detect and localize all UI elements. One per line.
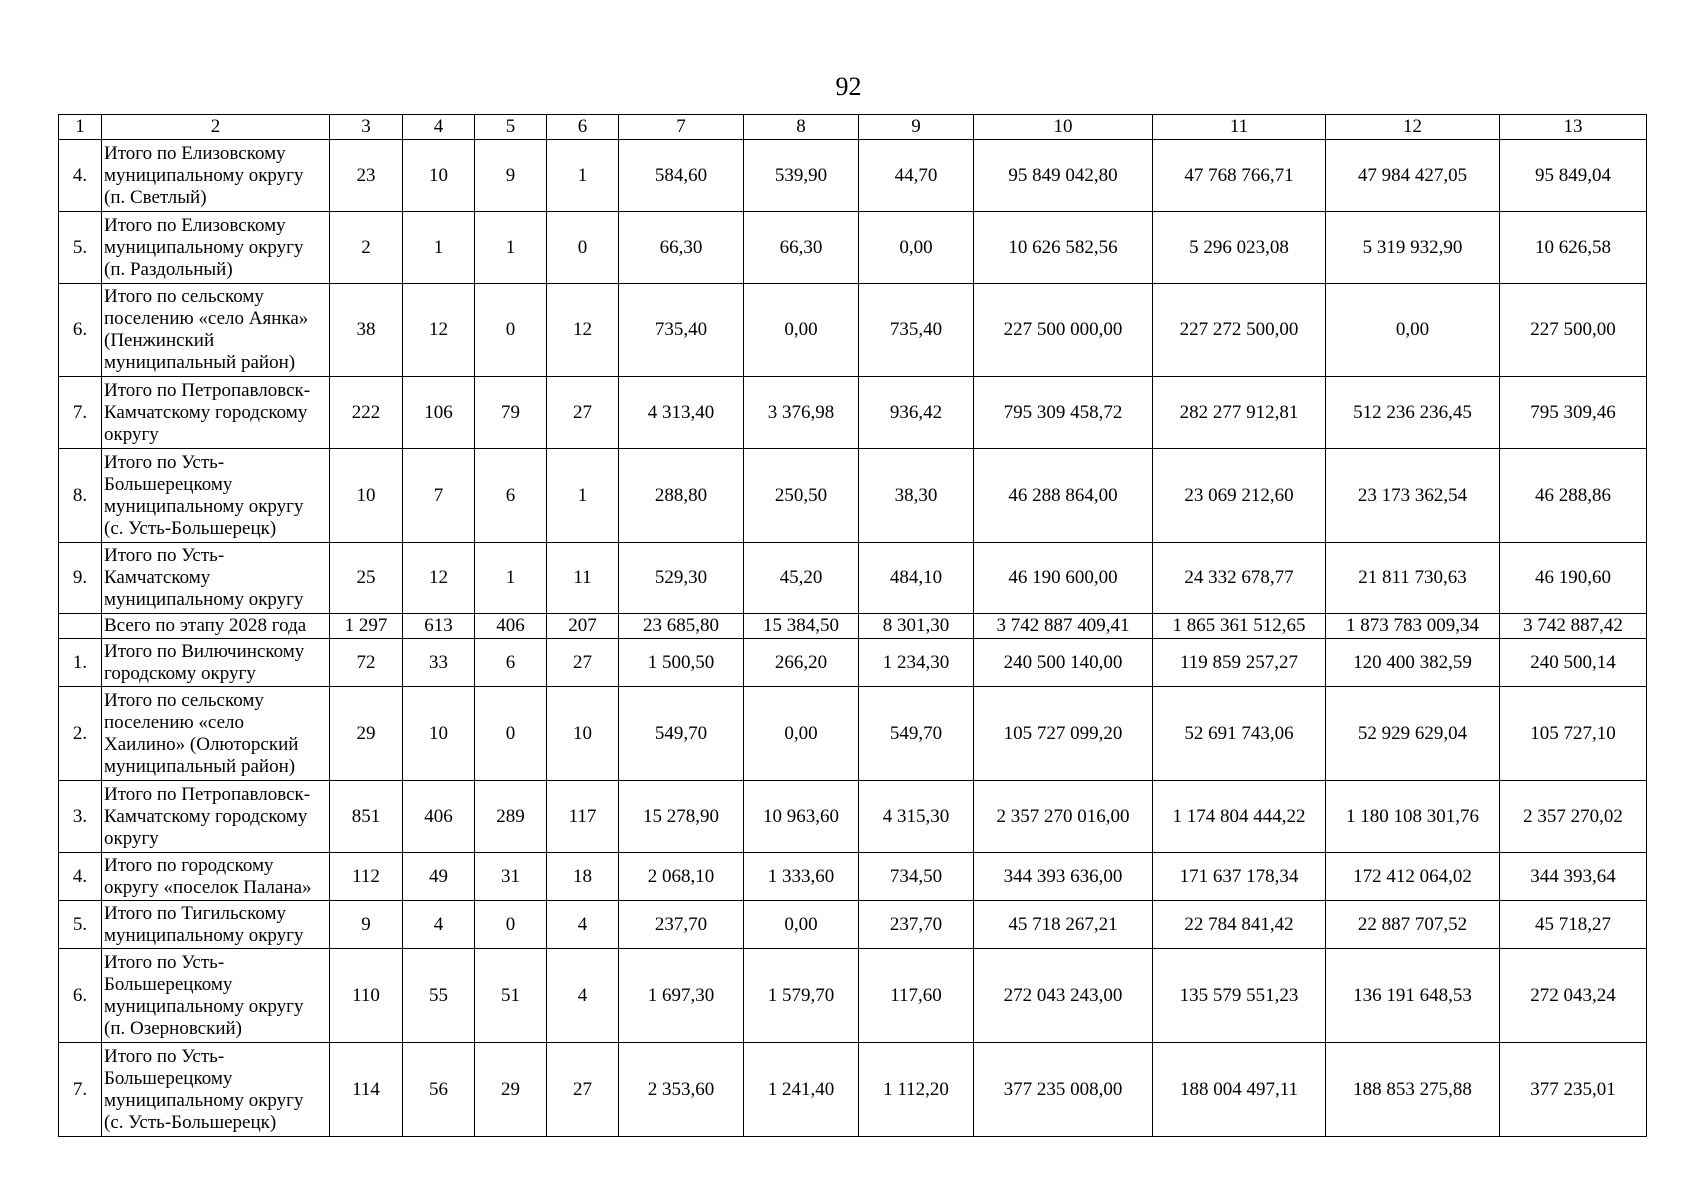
column-header-12: 12 <box>1326 115 1500 140</box>
value-cell-col-7: 2 353,60 <box>619 1043 744 1137</box>
value-cell-col-8: 250,50 <box>744 449 859 543</box>
value-cell-col-6: 18 <box>547 853 619 901</box>
value-cell-col-12: 1 180 108 301,76 <box>1326 781 1500 853</box>
row-name-cell: Итого по Елизовскому муниципальному округу (п. Светлый) <box>102 140 330 212</box>
value-cell-col-10: 105 727 099,20 <box>974 687 1153 781</box>
table-row <box>59 1043 1647 1137</box>
value-cell-col-12: 47 984 427,05 <box>1326 140 1500 212</box>
value-cell-col-8: 0,00 <box>744 687 859 781</box>
value-cell-col-11: 171 637 178,34 <box>1153 853 1326 901</box>
value-cell-col-8: 45,20 <box>744 543 859 614</box>
value-cell-col-7: 1 697,30 <box>619 949 744 1043</box>
value-cell-col-5: 1 <box>475 543 547 614</box>
value-cell-col-5: 0 <box>475 687 547 781</box>
row-name-cell: Итого по Тигильскому муниципальному округу <box>102 901 330 949</box>
value-cell-col-10: 10 626 582,56 <box>974 212 1153 284</box>
row-name-cell: Итого по сельскому поселению «село Хаилино» (Олюторский муниципальный район) <box>102 687 330 781</box>
row-index-cell: 7. <box>59 377 102 449</box>
value-cell-col-10: 2 357 270 016,00 <box>974 781 1153 853</box>
value-cell-col-6: 27 <box>547 1043 619 1137</box>
value-cell-col-8: 1 333,60 <box>744 853 859 901</box>
row-index-cell: 7. <box>59 1043 102 1137</box>
value-cell-col-5: 406 <box>475 614 547 639</box>
value-cell-col-12: 512 236 236,45 <box>1326 377 1500 449</box>
value-cell-col-3: 112 <box>330 853 403 901</box>
column-header-7: 7 <box>619 115 744 140</box>
value-cell-col-9: 734,50 <box>859 853 974 901</box>
value-cell-col-10: 795 309 458,72 <box>974 377 1153 449</box>
value-cell-col-10: 95 849 042,80 <box>974 140 1153 212</box>
value-cell-col-6: 117 <box>547 781 619 853</box>
value-cell-col-7: 4 313,40 <box>619 377 744 449</box>
table-row <box>59 614 1647 639</box>
value-cell-col-4: 12 <box>403 543 475 614</box>
value-cell-col-3: 9 <box>330 901 403 949</box>
value-cell-col-11: 22 784 841,42 <box>1153 901 1326 949</box>
value-cell-col-13: 795 309,46 <box>1500 377 1647 449</box>
table-row <box>59 377 1647 449</box>
table-row <box>59 543 1647 614</box>
row-index-cell: 6. <box>59 949 102 1043</box>
value-cell-col-6: 1 <box>547 140 619 212</box>
value-cell-col-9: 237,70 <box>859 901 974 949</box>
value-cell-col-11: 119 859 257,27 <box>1153 639 1326 687</box>
table-header-row <box>59 115 1647 140</box>
value-cell-col-5: 29 <box>475 1043 547 1137</box>
value-cell-col-5: 289 <box>475 781 547 853</box>
value-cell-col-3: 10 <box>330 449 403 543</box>
value-cell-col-8: 3 376,98 <box>744 377 859 449</box>
value-cell-col-11: 188 004 497,11 <box>1153 1043 1326 1137</box>
value-cell-col-9: 735,40 <box>859 284 974 377</box>
value-cell-col-3: 110 <box>330 949 403 1043</box>
value-cell-col-10: 46 190 600,00 <box>974 543 1153 614</box>
value-cell-col-13: 240 500,14 <box>1500 639 1647 687</box>
value-cell-col-5: 51 <box>475 949 547 1043</box>
value-cell-col-4: 56 <box>403 1043 475 1137</box>
value-cell-col-13: 45 718,27 <box>1500 901 1647 949</box>
value-cell-col-4: 1 <box>403 212 475 284</box>
value-cell-col-11: 1 865 361 512,65 <box>1153 614 1326 639</box>
value-cell-col-6: 12 <box>547 284 619 377</box>
value-cell-col-12: 172 412 064,02 <box>1326 853 1500 901</box>
value-cell-col-6: 27 <box>547 639 619 687</box>
value-cell-col-7: 237,70 <box>619 901 744 949</box>
value-cell-col-9: 8 301,30 <box>859 614 974 639</box>
row-name-cell: Итого по Вилючинскому городскому округу <box>102 639 330 687</box>
value-cell-col-6: 27 <box>547 377 619 449</box>
row-index-cell: 8. <box>59 449 102 543</box>
value-cell-col-13: 344 393,64 <box>1500 853 1647 901</box>
value-cell-col-12: 5 319 932,90 <box>1326 212 1500 284</box>
value-cell-col-11: 1 174 804 444,22 <box>1153 781 1326 853</box>
table-row <box>59 853 1647 901</box>
value-cell-col-5: 1 <box>475 212 547 284</box>
value-cell-col-11: 47 768 766,71 <box>1153 140 1326 212</box>
column-header-6: 6 <box>547 115 619 140</box>
value-cell-col-12: 21 811 730,63 <box>1326 543 1500 614</box>
value-cell-col-4: 33 <box>403 639 475 687</box>
value-cell-col-13: 272 043,24 <box>1500 949 1647 1043</box>
value-cell-col-6: 207 <box>547 614 619 639</box>
value-cell-col-10: 240 500 140,00 <box>974 639 1153 687</box>
value-cell-col-6: 0 <box>547 212 619 284</box>
value-cell-col-3: 1 297 <box>330 614 403 639</box>
value-cell-col-5: 0 <box>475 284 547 377</box>
table-row <box>59 901 1647 949</box>
value-cell-col-3: 23 <box>330 140 403 212</box>
value-cell-col-6: 4 <box>547 901 619 949</box>
column-header-8: 8 <box>744 115 859 140</box>
value-cell-col-12: 22 887 707,52 <box>1326 901 1500 949</box>
value-cell-col-11: 227 272 500,00 <box>1153 284 1326 377</box>
value-cell-col-7: 2 068,10 <box>619 853 744 901</box>
value-cell-col-3: 2 <box>330 212 403 284</box>
value-cell-col-3: 25 <box>330 543 403 614</box>
value-cell-col-13: 46 288,86 <box>1500 449 1647 543</box>
value-cell-col-6: 10 <box>547 687 619 781</box>
column-header-2: 2 <box>102 115 330 140</box>
value-cell-col-10: 46 288 864,00 <box>974 449 1153 543</box>
value-cell-col-12: 23 173 362,54 <box>1326 449 1500 543</box>
value-cell-col-6: 1 <box>547 449 619 543</box>
value-cell-col-7: 529,30 <box>619 543 744 614</box>
value-cell-col-3: 38 <box>330 284 403 377</box>
row-index-cell: 4. <box>59 140 102 212</box>
row-name-cell: Всего по этапу 2028 года <box>102 614 330 639</box>
row-name-cell: Итого по Усть-Большерецкому муниципальному округу (с. Усть-Большерецк) <box>102 1043 330 1137</box>
value-cell-col-8: 10 963,60 <box>744 781 859 853</box>
column-header-10: 10 <box>974 115 1153 140</box>
table-row <box>59 687 1647 781</box>
value-cell-col-13: 10 626,58 <box>1500 212 1647 284</box>
value-cell-col-3: 72 <box>330 639 403 687</box>
value-cell-col-12: 1 873 783 009,34 <box>1326 614 1500 639</box>
page-number: 92 <box>835 72 862 101</box>
value-cell-col-11: 5 296 023,08 <box>1153 212 1326 284</box>
value-cell-col-11: 135 579 551,23 <box>1153 949 1326 1043</box>
value-cell-col-4: 106 <box>403 377 475 449</box>
row-name-cell: Итого по городскому округу «поселок Палана» <box>102 853 330 901</box>
value-cell-col-12: 120 400 382,59 <box>1326 639 1500 687</box>
value-cell-col-10: 45 718 267,21 <box>974 901 1153 949</box>
value-cell-col-6: 11 <box>547 543 619 614</box>
value-cell-col-8: 0,00 <box>744 284 859 377</box>
column-header-4: 4 <box>403 115 475 140</box>
value-cell-col-12: 52 929 629,04 <box>1326 687 1500 781</box>
row-name-cell: Итого по сельскому поселению «село Аянка» (Пенжинский муниципальный район) <box>102 284 330 377</box>
value-cell-col-9: 44,70 <box>859 140 974 212</box>
value-cell-col-4: 10 <box>403 140 475 212</box>
column-header-13: 13 <box>1500 115 1647 140</box>
value-cell-col-9: 936,42 <box>859 377 974 449</box>
table-row <box>59 212 1647 284</box>
value-cell-col-4: 12 <box>403 284 475 377</box>
value-cell-col-12: 188 853 275,88 <box>1326 1043 1500 1137</box>
data-table <box>58 114 1647 1137</box>
value-cell-col-4: 55 <box>403 949 475 1043</box>
value-cell-col-3: 851 <box>330 781 403 853</box>
value-cell-col-7: 66,30 <box>619 212 744 284</box>
row-index-cell: 5. <box>59 901 102 949</box>
column-header-5: 5 <box>475 115 547 140</box>
value-cell-col-13: 2 357 270,02 <box>1500 781 1647 853</box>
value-cell-col-8: 1 579,70 <box>744 949 859 1043</box>
value-cell-col-5: 79 <box>475 377 547 449</box>
value-cell-col-7: 15 278,90 <box>619 781 744 853</box>
value-cell-col-4: 49 <box>403 853 475 901</box>
value-cell-col-10: 3 742 887 409,41 <box>974 614 1153 639</box>
value-cell-col-13: 95 849,04 <box>1500 140 1647 212</box>
value-cell-col-7: 288,80 <box>619 449 744 543</box>
value-cell-col-10: 377 235 008,00 <box>974 1043 1153 1137</box>
value-cell-col-5: 6 <box>475 449 547 543</box>
value-cell-col-10: 344 393 636,00 <box>974 853 1153 901</box>
value-cell-col-6: 4 <box>547 949 619 1043</box>
value-cell-col-5: 9 <box>475 140 547 212</box>
row-name-cell: Итого по Петропавловск-Камчатскому городскому округу <box>102 377 330 449</box>
value-cell-col-11: 23 069 212,60 <box>1153 449 1326 543</box>
value-cell-col-4: 406 <box>403 781 475 853</box>
column-header-9: 9 <box>859 115 974 140</box>
value-cell-col-9: 117,60 <box>859 949 974 1043</box>
row-index-cell <box>59 614 102 639</box>
value-cell-col-8: 1 241,40 <box>744 1043 859 1137</box>
row-name-cell: Итого по Петропавловск-Камчатскому городскому округу <box>102 781 330 853</box>
value-cell-col-4: 613 <box>403 614 475 639</box>
value-cell-col-9: 549,70 <box>859 687 974 781</box>
value-cell-col-12: 0,00 <box>1326 284 1500 377</box>
table-body <box>59 140 1647 1137</box>
value-cell-col-3: 114 <box>330 1043 403 1137</box>
value-cell-col-10: 272 043 243,00 <box>974 949 1153 1043</box>
value-cell-col-9: 1 112,20 <box>859 1043 974 1137</box>
value-cell-col-13: 46 190,60 <box>1500 543 1647 614</box>
value-cell-col-7: 549,70 <box>619 687 744 781</box>
row-name-cell: Итого по Усть-Камчатскому муниципальному округу <box>102 543 330 614</box>
value-cell-col-7: 735,40 <box>619 284 744 377</box>
value-cell-col-13: 3 742 887,42 <box>1500 614 1647 639</box>
value-cell-col-8: 266,20 <box>744 639 859 687</box>
column-header-11: 11 <box>1153 115 1326 140</box>
row-index-cell: 2. <box>59 687 102 781</box>
value-cell-col-5: 6 <box>475 639 547 687</box>
value-cell-col-8: 539,90 <box>744 140 859 212</box>
row-index-cell: 1. <box>59 639 102 687</box>
row-index-cell: 9. <box>59 543 102 614</box>
value-cell-col-4: 4 <box>403 901 475 949</box>
value-cell-col-8: 15 384,50 <box>744 614 859 639</box>
row-name-cell: Итого по Усть-Большерецкому муниципальному округу (п. Озерновский) <box>102 949 330 1043</box>
value-cell-col-9: 0,00 <box>859 212 974 284</box>
value-cell-col-8: 66,30 <box>744 212 859 284</box>
value-cell-col-3: 29 <box>330 687 403 781</box>
row-index-cell: 5. <box>59 212 102 284</box>
column-header-3: 3 <box>330 115 403 140</box>
value-cell-col-7: 23 685,80 <box>619 614 744 639</box>
value-cell-col-13: 377 235,01 <box>1500 1043 1647 1137</box>
value-cell-col-4: 7 <box>403 449 475 543</box>
value-cell-col-13: 105 727,10 <box>1500 687 1647 781</box>
value-cell-col-10: 227 500 000,00 <box>974 284 1153 377</box>
value-cell-col-11: 282 277 912,81 <box>1153 377 1326 449</box>
table-row <box>59 639 1647 687</box>
row-name-cell: Итого по Елизовскому муниципальному округу (п. Раздольный) <box>102 212 330 284</box>
table-row <box>59 449 1647 543</box>
row-index-cell: 3. <box>59 781 102 853</box>
row-name-cell: Итого по Усть-Большерецкому муниципальному округу (с. Усть-Большерецк) <box>102 449 330 543</box>
value-cell-col-9: 1 234,30 <box>859 639 974 687</box>
value-cell-col-7: 584,60 <box>619 140 744 212</box>
row-index-cell: 4. <box>59 853 102 901</box>
value-cell-col-3: 222 <box>330 377 403 449</box>
table-row <box>59 140 1647 212</box>
value-cell-col-8: 0,00 <box>744 901 859 949</box>
value-cell-col-7: 1 500,50 <box>619 639 744 687</box>
row-index-cell: 6. <box>59 284 102 377</box>
value-cell-col-11: 52 691 743,06 <box>1153 687 1326 781</box>
value-cell-col-5: 31 <box>475 853 547 901</box>
table-row <box>59 284 1647 377</box>
value-cell-col-9: 4 315,30 <box>859 781 974 853</box>
value-cell-col-13: 227 500,00 <box>1500 284 1647 377</box>
table-row <box>59 949 1647 1043</box>
column-header-1: 1 <box>59 115 102 140</box>
value-cell-col-4: 10 <box>403 687 475 781</box>
table-row <box>59 781 1647 853</box>
value-cell-col-5: 0 <box>475 901 547 949</box>
value-cell-col-9: 38,30 <box>859 449 974 543</box>
value-cell-col-11: 24 332 678,77 <box>1153 543 1326 614</box>
value-cell-col-9: 484,10 <box>859 543 974 614</box>
value-cell-col-12: 136 191 648,53 <box>1326 949 1500 1043</box>
